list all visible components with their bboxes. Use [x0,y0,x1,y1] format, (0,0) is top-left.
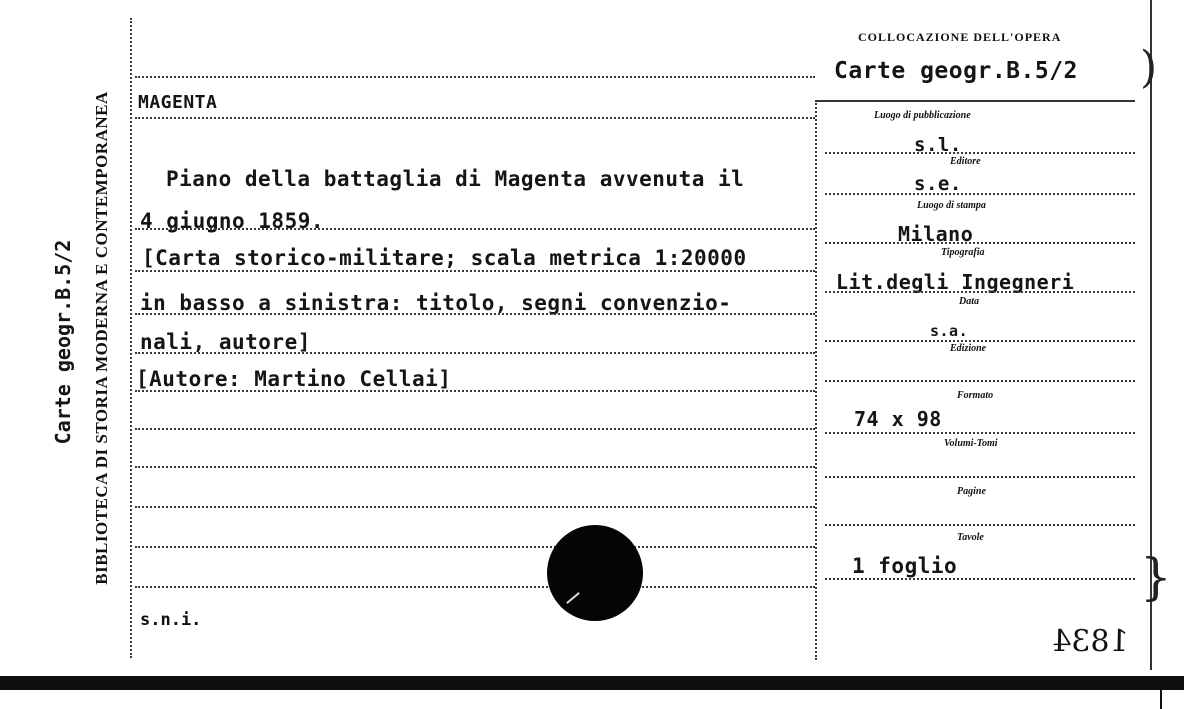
ruled-line [135,352,815,354]
note-line-1: [Carta storico-militare; scala metrica 1:20000 [142,246,747,270]
center-divider-line [815,100,817,660]
author-line: [Autore: Martino Cellai] [136,367,452,391]
field-line [825,476,1135,478]
value-luogo-stampa: Milano [898,222,974,246]
label-luogo-stampa: Luogo di stampa [917,200,986,211]
ruled-line [135,228,815,230]
entry-heading: MAGENTA [138,92,218,113]
label-edizione: Edizione [950,343,987,354]
ruled-line [135,506,815,508]
right-brace-top: ) [1140,42,1158,93]
label-tavole: Tavole [957,532,984,543]
note-line-3: nali, autore] [140,330,311,354]
title-line-1: Piano della battaglia di Magenta avvenuta il [166,167,745,191]
collocation-value: Carte geogr.B.5/2 [834,58,1078,84]
value-editore: s.e. [914,173,962,195]
label-data: Data [959,296,979,307]
field-line [825,242,1135,244]
field-line [825,578,1135,580]
label-tipografia: Tipografia [941,247,985,258]
value-tavole: 1 foglio [852,554,958,578]
label-volumi-tomi: Volumi-Tomi [944,438,998,449]
title-line-2: 4 giugno 1859. [140,209,325,233]
ruled-line [135,428,815,430]
bottom-right-tick [1160,690,1162,709]
label-luogo-pubblicazione: Luogo di pubblicazione [874,110,971,121]
value-formato: 74 x 98 [854,407,942,431]
top-dotted-line [135,76,815,78]
right-brace-bottom: } [1140,548,1172,606]
field-line [825,340,1135,342]
vertical-shelfmark: Carte geogr.B.5/2 [51,239,75,445]
card-bottom-edge [0,676,1184,690]
field-line [825,152,1135,154]
note-line-2: in basso a sinistra: titolo, segni convenzio- [140,291,732,315]
library-name: BIBLIOTECA DI STORIA MODERNA E CONTEMPORANEA [92,91,111,585]
label-formato: Formato [957,390,994,401]
value-data: s.a. [930,322,969,340]
field-line [825,291,1135,293]
right-header-divider [815,100,1135,102]
field-line [825,432,1135,434]
field-line [825,524,1135,526]
value-luogo-pubblicazione: s.l. [914,134,962,156]
ruled-line [135,313,815,315]
ruled-line [135,117,815,119]
ruled-line [135,546,815,548]
ruled-line [135,586,815,588]
collocation-label: COLLOCAZIONE DELL'OPERA [858,30,1062,44]
punch-hole [547,525,643,621]
field-line [825,380,1135,382]
label-editore: Editore [950,156,981,167]
value-tipografia: Lit.degli Ingegneri [836,270,1075,294]
footer-code: s.n.i. [140,610,202,630]
label-pagine: Pagine [957,486,986,497]
handwritten-number: 1834 [1048,624,1133,659]
field-line [825,193,1135,195]
ruled-line [135,390,815,392]
left-margin-line [130,18,132,658]
ruled-line [135,466,815,468]
ruled-line [135,270,815,272]
